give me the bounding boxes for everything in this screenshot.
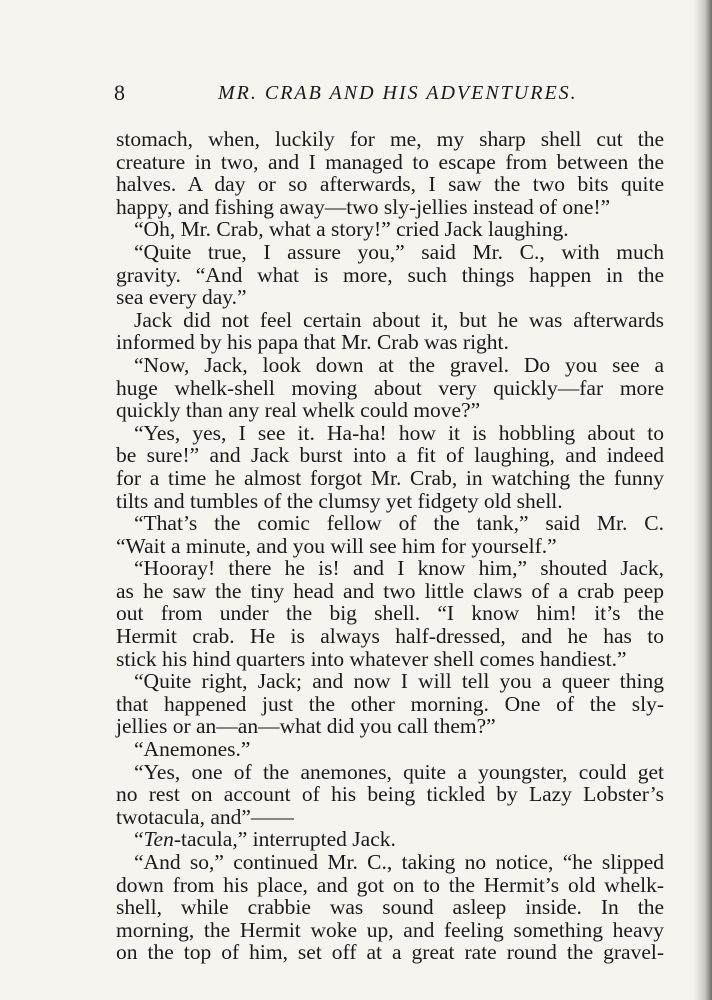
text-line: down from his place, and got on to the Hermit’s old whelk-: [116, 872, 664, 897]
text-line: quickly than any real whelk could move?”: [116, 398, 481, 423]
text-line: as he saw the tiny head and two little claws of a crab peep: [116, 578, 664, 603]
text-line: “Yes, yes, I see it. Ha-ha! how it is hobbling about to: [134, 420, 664, 445]
page-edge-shadow: [694, 0, 712, 1000]
text-line-rest: -tacula,” interrupted Jack.: [173, 827, 396, 852]
text-line: “That’s the comic fellow of the tank,” said Mr. C.: [134, 511, 664, 536]
page-number: 8: [114, 80, 125, 105]
text-line: “Quite true, I assure you,” said Mr. C., with much: [134, 239, 664, 264]
text-line: stomach, when, luckily for me, my sharp shell cut the: [116, 127, 664, 151]
text-line: tilts and tumbles of the clumsy yet fidgety old shell.: [116, 488, 563, 513]
text-line: “Now, Jack, look down at the gravel. Do you see a: [134, 352, 664, 377]
text-line: “Yes, one of the anemones, quite a youngster, could get: [134, 759, 664, 784]
text-line: “Oh, Mr. Crab, what a story!” cried Jack laughing.: [134, 217, 569, 242]
text-line: “Quite right, Jack; and now I will tell you a queer thing: [134, 669, 664, 694]
text-line: be sure!” and Jack burst into a fit of laughing, and indeed: [116, 443, 664, 468]
text-line: gravity. “And what is more, such things happen in the: [116, 262, 664, 287]
page-header: [0, 80, 712, 110]
text-line: huge whelk-shell moving about very quickly—far more: [116, 375, 664, 400]
text-line: Hermit crab. He is always half-dressed, and he has to: [116, 624, 664, 649]
text-line: twotacula, and”——: [116, 804, 294, 829]
text-line: creature in two, and I managed to escape from between the: [116, 149, 664, 174]
text-line: “Anemones.”: [134, 737, 251, 762]
text-line-prefix: “: [134, 827, 144, 852]
text-line: morning, the Hermit woke up, and feeling something heavy: [116, 917, 664, 942]
text-line: jellies or an—an—what did you call them?”: [116, 714, 496, 739]
text-line: on the top of him, set off at a great rate round the gravel-: [116, 940, 664, 965]
text-line: “Wait a minute, and you will see him for yourself.”: [116, 533, 557, 558]
text-line: Jack did not feel certain about it, but he was afterwards: [134, 307, 664, 332]
text-line: [116, 828, 664, 851]
text-line: out from under the big shell. “I know him! it’s the: [116, 601, 664, 626]
text-line: no rest on account of his being tickled by Lazy Lobster’s: [116, 782, 664, 807]
text-line: informed by his papa that Mr. Crab was right.: [116, 330, 509, 355]
text-line: that happened just the other morning. One of the sly-: [116, 691, 664, 716]
italic-emphasis: Ten: [143, 827, 174, 852]
text-line: “Hooray! there he is! and I know him,” shouted Jack,: [134, 556, 664, 581]
text-line: sea every day.”: [116, 285, 247, 310]
text-line: “And so,” continued Mr. C., taking no notice, “he slipped: [134, 850, 664, 874]
text-line: stick his hind quarters into whatever shell comes handiest.”: [116, 646, 627, 671]
text-line: halves. A day or so afterwards, I saw the two bits quite: [116, 172, 664, 197]
text-line: for a time he almost forgot Mr. Crab, in watching the funny: [116, 465, 664, 490]
text-line: shell, while crabbie was sound asleep inside. In the: [116, 895, 664, 920]
text-line: happy, and fishing away—two sly-jellies instead of one!”: [116, 194, 611, 219]
running-head: MR. CRAB AND HIS ADVENTURES.: [218, 82, 578, 104]
body-text: [116, 128, 664, 964]
